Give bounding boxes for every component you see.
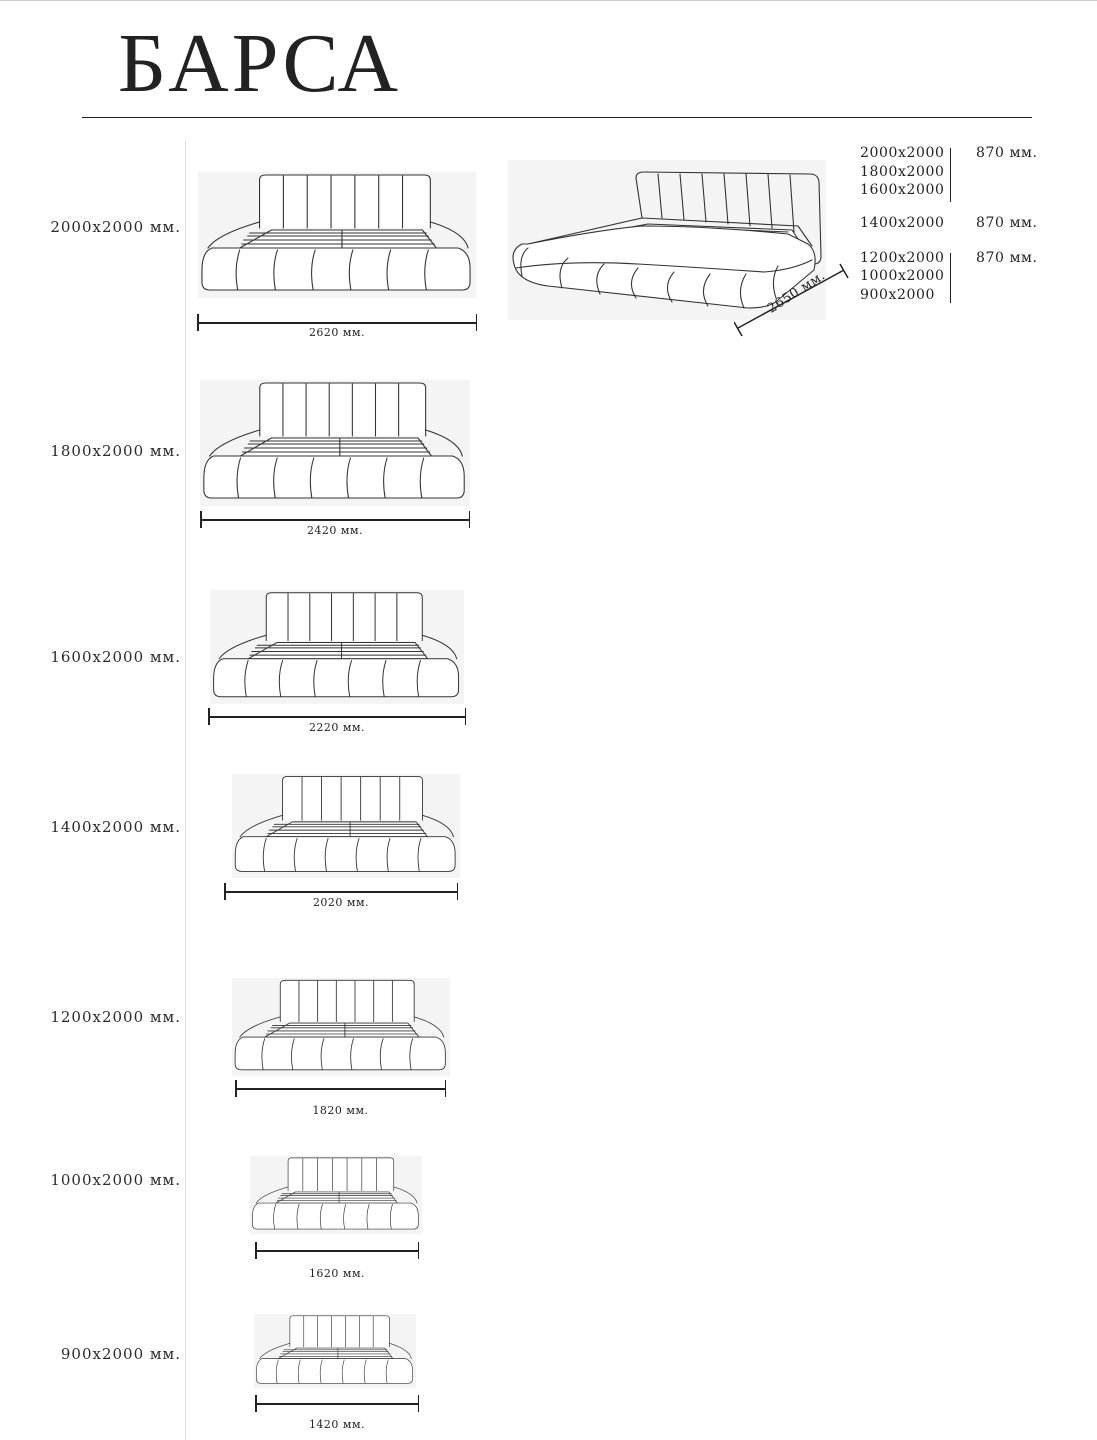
width-label-2000: 2620 мм. (308, 326, 366, 339)
width-dimension-1200 (235, 1080, 446, 1098)
width-label-900: 1420 мм. (308, 1418, 366, 1431)
width-label-1800: 2420 мм. (306, 524, 364, 537)
width-label-1600: 2220 мм. (308, 721, 366, 734)
spec-size: 900х2000 (860, 287, 936, 303)
bed-front-view-900 (254, 1314, 416, 1388)
bed-front-view-1200 (232, 978, 450, 1076)
size-label-1200: 1200х2000 мм. (50, 1008, 181, 1026)
width-label-1200: 1820 мм. (312, 1104, 369, 1117)
width-dimension-900 (255, 1395, 419, 1413)
size-label-1600: 1600х2000 мм. (50, 648, 181, 666)
bed-front-view-1000 (250, 1156, 422, 1234)
width-label-1400: 2020 мм. (312, 896, 370, 909)
spec-height: 870 мм. (976, 215, 1038, 231)
spec-size: 1000х2000 (860, 268, 945, 284)
bed-front-view-1600 (210, 590, 464, 704)
spec-bracket-1 (950, 148, 951, 202)
page-title: БАРСА (118, 17, 402, 110)
height-spec-table (860, 145, 1060, 315)
width-dimension-1000 (255, 1242, 419, 1260)
size-label-2000: 2000х2000 мм. (50, 218, 181, 236)
spec-size: 1800х2000 (860, 164, 945, 180)
bed-front-view-2000 (198, 172, 476, 298)
width-label-1000: 1620 мм. (308, 1267, 366, 1280)
spec-bracket-3 (950, 253, 951, 303)
size-label-1800: 1800х2000 мм. (50, 442, 181, 460)
size-label-1400: 1400х2000 мм. (50, 818, 181, 836)
length-label: 2650 мм. (765, 268, 829, 317)
title-underline (82, 117, 1032, 118)
spec-height: 870 мм. (976, 250, 1038, 266)
size-label-1000: 1000х2000 мм. (50, 1171, 181, 1189)
spec-size: 2000х2000 (860, 145, 945, 161)
spec-size: 1200х2000 (860, 250, 945, 266)
spec-size: 1400х2000 (860, 215, 945, 231)
size-label-900: 900х2000 мм. (60, 1345, 181, 1363)
bed-front-view-1400 (232, 774, 460, 878)
bed-front-view-1800 (200, 380, 470, 506)
spec-size: 1600х2000 (860, 182, 945, 198)
top-border (0, 0, 1097, 1)
spec-height: 870 мм. (976, 145, 1038, 161)
column-divider (185, 140, 186, 1440)
